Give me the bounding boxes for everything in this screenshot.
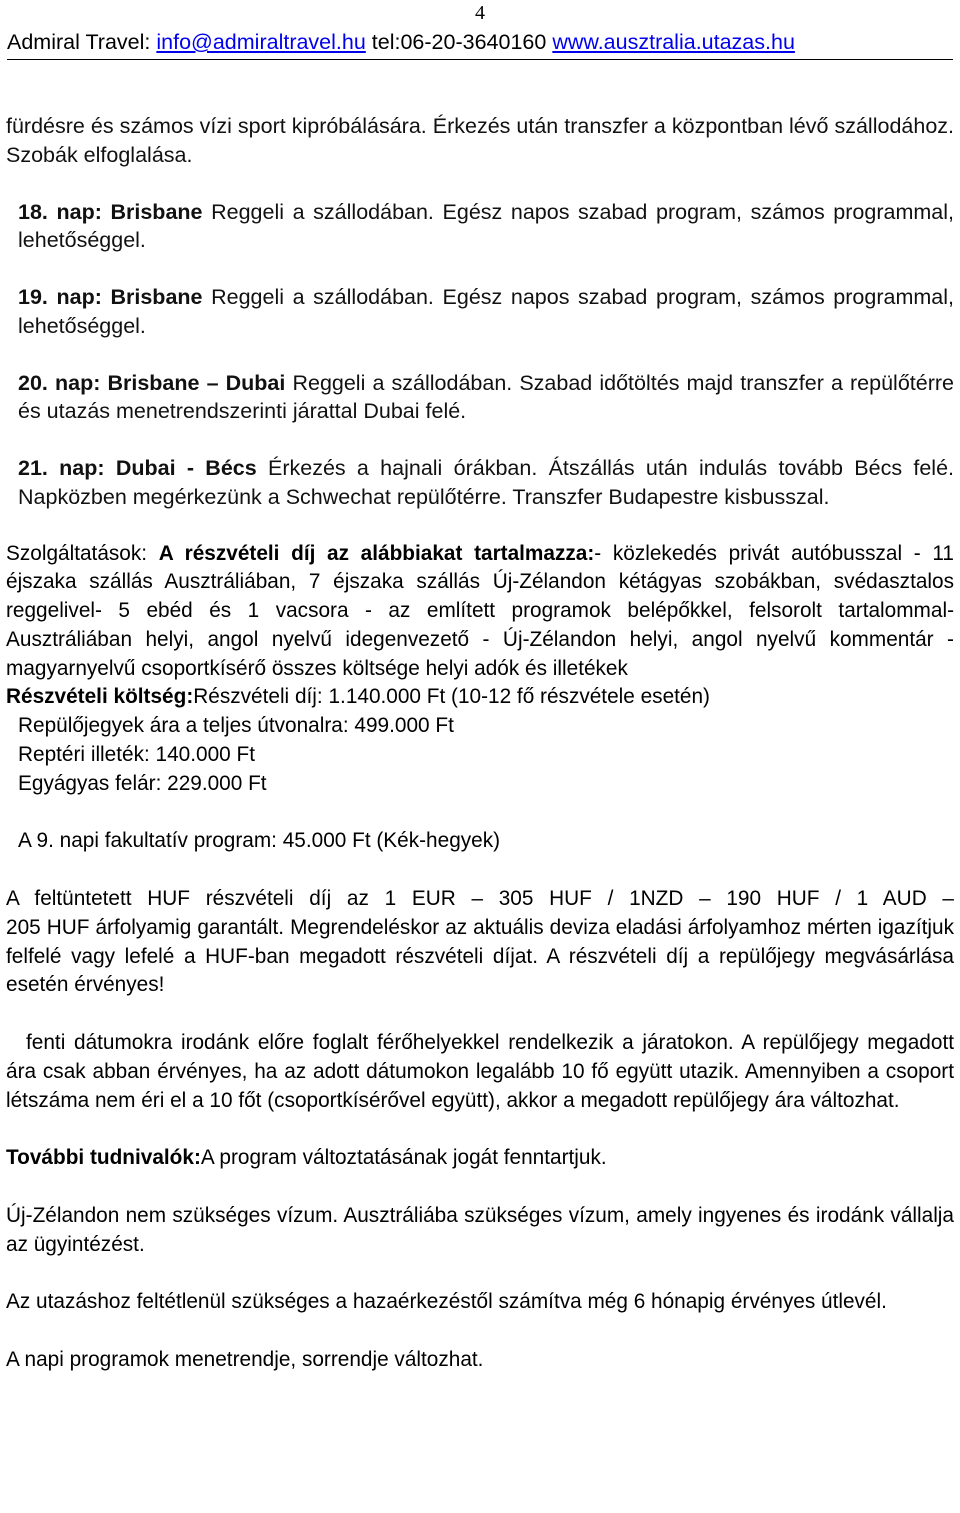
details-section [6, 540, 954, 1375]
day-19-paragraph [6, 283, 954, 340]
page-number: 4 [475, 2, 485, 24]
single-supplement: Egyágyas felár: 229.000 Ft [18, 771, 267, 795]
ticket-price: Repülőjegyek ára a teljes útvonalra: 499.000 Ft [18, 714, 454, 738]
company-name: Admiral Travel: [7, 30, 151, 54]
day-20-label: 20. nap: Brisbane – Dubai [18, 370, 286, 395]
day-18-label: 18. nap: Brisbane [18, 199, 203, 224]
exchange-note-line1: A feltüntetett HUF részvételi díj az 1 EUR – 305 HUF / 1NZD – 190 HUF / 1 AUD – [6, 887, 954, 911]
day-20-text: Reggeli a szállodában. Szabad időtöltés majd transzfer a repülőtérre és utazás menetrendszerinti járattal Dubai felé. [18, 370, 954, 423]
day-19-label: 19. nap: Brisbane [18, 285, 203, 309]
day-21-paragraph [6, 454, 954, 511]
itinerary-section [6, 112, 954, 511]
services-label: Szolgáltatások: [6, 541, 159, 565]
cost-label: Részvételi költség: [6, 685, 194, 709]
passport-note: Az utazáshoz feltétlenül szükséges a hazaérkezéstől számítva még 6 hónapig érvényes útlevél. [6, 1290, 887, 1314]
services-text: - közlekedés privát autóbusszal - 11 éjszaka szállás Ausztráliában, 7 éjszaka szállás Új-Zélandon kétágyas szobákban, svédasztalos reggelivel- 5 ebéd és 1 vacsora - az említett programok belépőkkel, felsorolt tartalommal- Ausztráliában helyi, angol nyelvű idegenvezető - Új-Zélandon helyi, angol nyelvű kommentár - magyarnyelvű csoportkísérő összes költsége helyi adók és illetékek [6, 541, 954, 680]
services-heading: A részvételi díj az alábbiakat tartalmazza: [158, 541, 595, 565]
day-20-paragraph [6, 369, 954, 426]
optional-program: A 9. napi fakultatív program: 45.000 Ft (Kék-hegyek) [18, 829, 501, 853]
day-18-text: Reggeli a szállodában. Egész napos szabad program, számos programmal, lehetőséggel. [18, 199, 954, 252]
day-18-paragraph [6, 198, 954, 255]
airport-tax: Reptéri illeték: 140.000 Ft [18, 743, 255, 767]
website-link[interactable]: www.ausztralia.utazas.hu [552, 30, 795, 54]
email-link[interactable]: info@admiraltravel.hu [156, 30, 366, 54]
further-info-label: További tudnivalók: [6, 1146, 201, 1170]
cost-line [6, 683, 954, 712]
visa-note: Új-Zélandon nem szükséges vízum. Ausztráliába szükséges vízum, amely ingyenes és irodánk vállalja az ügyintézést. [6, 1203, 954, 1256]
flight-note: fenti dátumokra irodánk előre foglalt férőhelyekkel rendelkezik a járatokon. A repülőjegy megadott ára csak abban érvényes, ha az adott dátumokon legalább 10 fő együtt utazik. Amennyiben a csoport létszáma nem éri el a 10 főt (csoportkísérővel együtt), akkor a megadott repülőjegy ára változhat. [6, 1031, 954, 1112]
exchange-note-rest: 205 HUF árfolyamig garantált. Megrendeléskor az aktuális deviza eladási árfolyamhoz mérten igazítjuk felfelé vagy lefelé a HUF-ban megadott részvételi díjat. A részvételi díj a repülőjegy megvásárlása esetén érvényes! [6, 915, 954, 997]
intro-paragraph: fürdésre és számos vízi sport kipróbálására. Érkezés után transzfer a központban lévő szállodához. Szobák elfoglalása. [6, 114, 954, 167]
day-21-text: Érkezés a hajnali órákban. Átszállás után indulás tovább Bécs felé. Napközben megérkezünk a Schwechat repülőtérre. Transzfer Budapestre kisbusszal. [18, 456, 954, 509]
services-paragraph [6, 540, 954, 684]
further-info-text: A program változtatásának jogát fenntartjuk. [200, 1146, 607, 1170]
day-21-label: 21. nap: Dubai - Bécs [18, 456, 257, 480]
participation-fee: Részvételi díj: 1.140.000 Ft (10-12 fő részvétele esetén) [193, 685, 710, 709]
document-body [6, 112, 954, 1375]
further-info [6, 1144, 954, 1173]
day-19-text: Reggeli a szállodában. Egész napos szabad program, számos programmal, lehetőséggel. [18, 285, 954, 338]
phone-number: tel:06-20-3640160 [371, 30, 547, 54]
schedule-note: A napi programok menetrendje, sorrendje változhat. [6, 1347, 484, 1371]
page-header [7, 27, 953, 60]
